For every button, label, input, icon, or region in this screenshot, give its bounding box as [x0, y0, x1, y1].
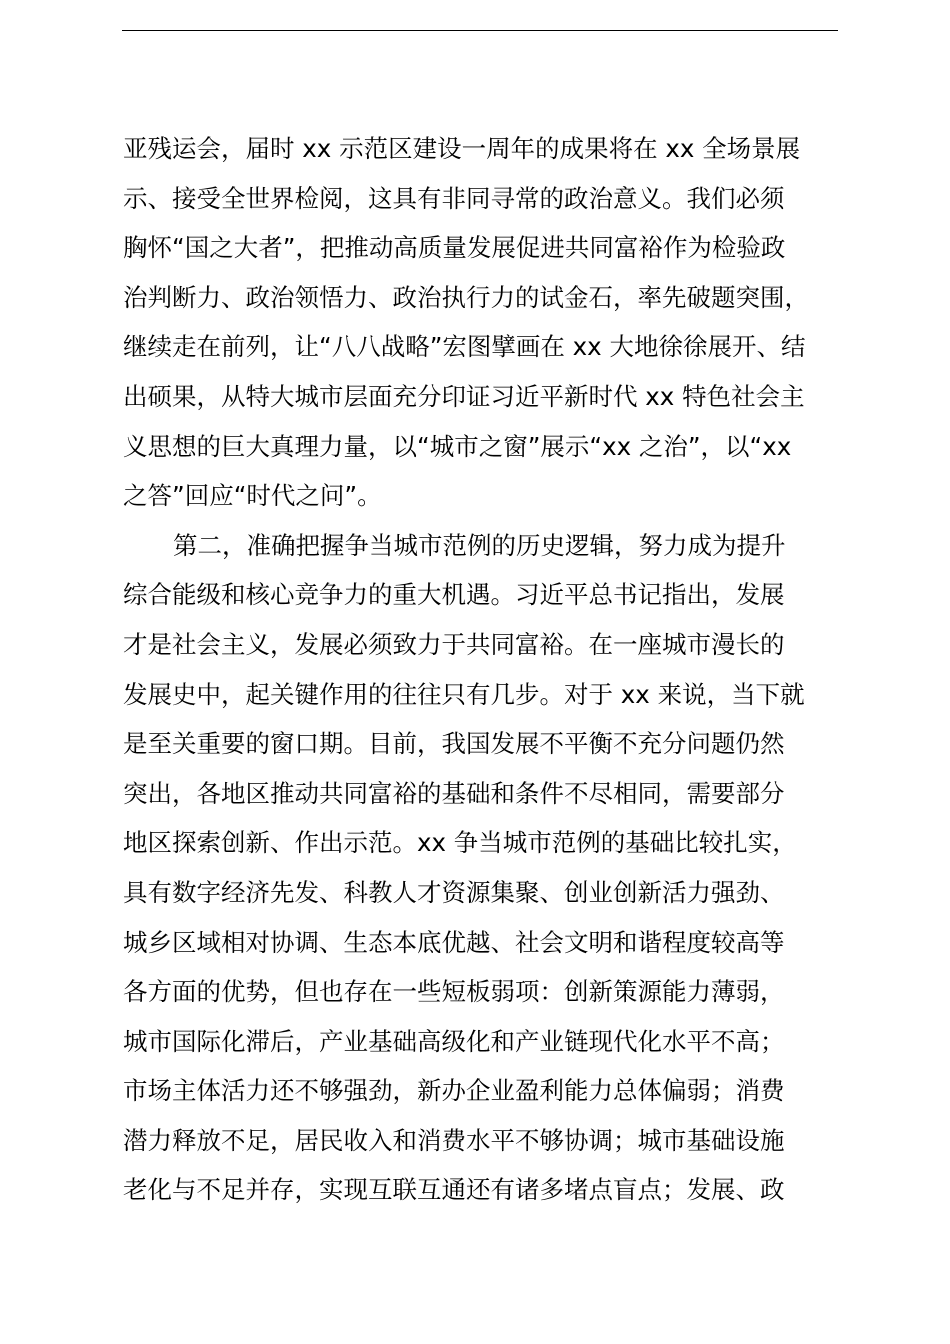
- header-rule: [122, 30, 838, 31]
- text-line: 出硕果，从特大城市层面充分印证习近平新时代 xx 特色社会主: [123, 381, 805, 411]
- text-line: 各方面的优势，但也存在一些短板弱项：创新策源能力薄弱，: [123, 977, 785, 1007]
- text-line: 综合能级和核心竞争力的重大机遇。习近平总书记指出，发展: [123, 580, 785, 610]
- text-line: 地区探索创新、作出示范。xx 争当城市范例的基础比较扎实，: [123, 828, 797, 858]
- text-line: 市场主体活力还不够强劲，新办企业盈利能力总体偏弱；消费: [123, 1076, 785, 1106]
- text-line: 才是社会主义，发展必须致力于共同富裕。在一座城市漫长的: [123, 629, 785, 659]
- text-line: 治判断力、政治领悟力、政治执行力的试金石，率先破题突围，: [123, 282, 809, 312]
- text-line: 继续走在前列，让“八八战略”宏图擘画在 xx 大地徐徐展开、结: [123, 332, 806, 362]
- text-line: 义思想的巨大真理力量，以“城市之窗”展示“xx 之治”，以“xx: [123, 431, 792, 461]
- text-line: 是至关重要的窗口期。目前，我国发展不平衡不充分问题仍然: [123, 729, 785, 759]
- text-line: 具有数字经济先发、科教人才资源集聚、创业创新活力强劲、: [123, 877, 785, 907]
- text-line: 胸怀“国之大者”，把推动高质量发展促进共同富裕作为检验政: [123, 233, 786, 263]
- text-line: 亚残运会，届时 xx 示范区建设一周年的成果将在 xx 全场景展: [123, 134, 801, 163]
- text-line: 第二，准确把握争当城市范例的历史逻辑，努力成为提升: [173, 530, 786, 560]
- text-line: 示、接受全世界检阅，这具有非同寻常的政治意义。我们必须: [123, 183, 785, 213]
- text-line: 城乡区域相对协调、生态本底优越、社会文明和谐程度较高等: [123, 927, 785, 957]
- text-line: 之答”回应“时代之问”。: [123, 481, 382, 511]
- paragraph-1-continued: [123, 124, 843, 521]
- text-line: 城市国际化滞后，产业基础高级化和产业链现代化水平不高；: [123, 1026, 785, 1056]
- text-line: 老化与不足并存，实现互联互通还有诸多堵点盲点；发展、政: [123, 1175, 785, 1205]
- text-line: 发展史中，起关键作用的往往只有几步。对于 xx 来说，当下就: [123, 679, 805, 709]
- paragraph-2: [123, 521, 843, 1215]
- text-line: 潜力释放不足，居民收入和消费水平不够协调；城市基础设施: [123, 1125, 785, 1155]
- document-body: [123, 124, 843, 1215]
- text-line: 突出，各地区推动共同富裕的基础和条件不尽相同，需要部分: [123, 778, 785, 808]
